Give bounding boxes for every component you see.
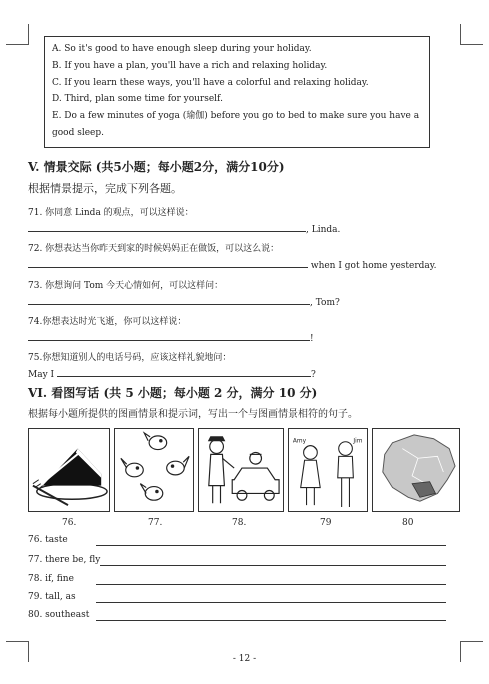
picture-amy-jim	[288, 428, 368, 512]
answer-75[interactable]: May I ?	[28, 370, 316, 380]
question-72: 72. 你想表达当你昨天到家的时候妈妈正在做饭，可以这么说：	[28, 244, 280, 254]
picture-map	[372, 428, 460, 512]
question-73: 73. 你想询问 Tom 今天心情如何，可以这样问：	[28, 281, 224, 291]
question-71: 71. 你同意 Linda 的观点，可以这样说：	[28, 208, 194, 218]
prompt-78: 78. if, fine	[28, 574, 74, 584]
picture-cake	[28, 428, 110, 512]
option-b: B. If you have a plan, you'll have a rich and relaxing holiday.	[52, 60, 328, 71]
prompt-79: 79. tall, as	[28, 592, 76, 602]
picture-number-77: 77.	[148, 518, 163, 528]
answer-73[interactable]: , Tom?	[28, 296, 340, 308]
answer-blank[interactable]	[28, 223, 306, 232]
prompt-80: 80. southeast	[28, 610, 90, 620]
answer-line-77[interactable]	[100, 564, 446, 566]
picture-number-76: 76.	[62, 518, 77, 528]
section-5-heading: V. 情景交际 (共5小题；每小题2分，满分10分)	[28, 160, 285, 174]
answer-line-78[interactable]	[96, 583, 446, 585]
answer-line-76[interactable]	[96, 544, 446, 546]
option-a: A. So it's good to have enough sleep during your holiday.	[52, 44, 312, 54]
section-5-instruction: 根据情景提示，完成下列各题。	[28, 182, 182, 195]
answer-71[interactable]: , Linda.	[28, 223, 340, 235]
answer-blank[interactable]	[28, 296, 310, 305]
answer-blank[interactable]	[57, 368, 311, 377]
prompt-77: 77. there be, fly	[28, 555, 101, 565]
section-6-heading: VI. 看图写话 (共 5 小题；每小题 2 分，满分 10 分)	[28, 386, 318, 400]
picture-police-car	[198, 428, 284, 512]
answer-blank[interactable]	[28, 332, 310, 341]
answer-blank[interactable]	[28, 259, 308, 268]
label-amy: Amy	[292, 438, 307, 445]
answer-74[interactable]: !	[28, 332, 314, 344]
prompt-76: 76. taste	[28, 535, 68, 545]
option-d: D. Third, plan some time for yourself.	[52, 94, 223, 105]
answer-line-80[interactable]	[96, 619, 446, 621]
picture-number-79: 79	[320, 518, 332, 528]
option-e-cont: good sleep.	[52, 127, 104, 138]
answer-line-79[interactable]	[96, 601, 446, 603]
page-number: - 12 -	[232, 654, 257, 664]
crop-mark-top-right	[460, 24, 483, 45]
option-e: E. Do a few minutes of yoga (瑜伽) before you go to bed to make sure you have a	[52, 111, 420, 122]
crop-mark-top-left	[6, 24, 29, 45]
option-c: C. If you learn these ways, you'll have a colorful and relaxing holiday.	[52, 77, 369, 88]
options-box	[44, 36, 430, 148]
picture-birds	[114, 428, 194, 512]
section-6-instruction: 根据每小题所提供的图画情景和提示词，写出一个与图画情景相符的句子。	[28, 409, 358, 420]
answer-72[interactable]: when I got home yesterday.	[28, 259, 437, 271]
label-jim: Jim	[353, 438, 363, 445]
picture-number-80: 80	[402, 518, 414, 528]
picture-number-78: 78.	[232, 518, 247, 528]
question-75: 75.你想知道别人的电话号码，应该这样礼貌地问：	[28, 353, 232, 363]
question-74: 74.你想表达时光飞逝，你可以这样说：	[28, 317, 187, 327]
